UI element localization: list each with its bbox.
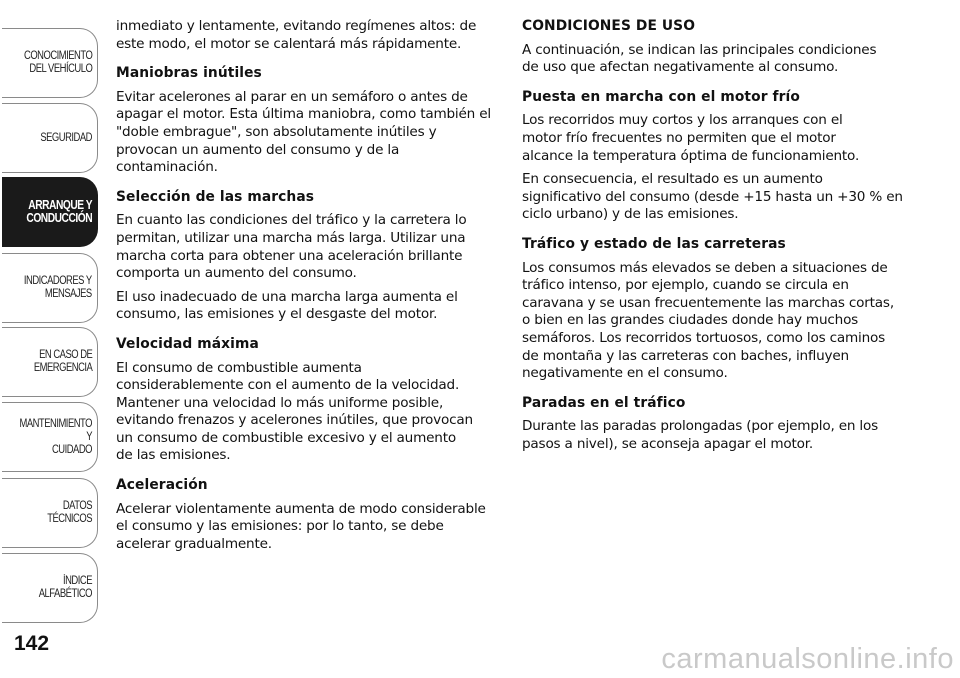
tab-seguridad[interactable] xyxy=(2,103,98,173)
tab-indicadores-y-mensajes[interactable] xyxy=(2,253,98,323)
tab-label: MANTENIMIENTO Y CUIDADO xyxy=(19,417,93,456)
tab-label: SEGURIDAD xyxy=(40,131,92,144)
section-paragraph: Acelerar violentamente aumenta de modo considerable el consumo y las emisiones: por lo tanto, se debe acelerar gradualmente. xyxy=(116,500,486,552)
tab-label: EN CASO DE EMERGENCIA xyxy=(33,349,92,374)
watermark: carmanualsonline.info xyxy=(661,643,954,675)
tab-mantenimiento-y-cuidado[interactable] xyxy=(2,402,98,472)
section-paragraph: El uso inadecuado de una marcha larga aumenta el consumo, las emisiones y el desgaste del motor. xyxy=(116,288,458,323)
tab-label: CONOCIMIENTO DEL VEHÍCULO xyxy=(23,50,92,75)
tab-label: ÍNDICE ALFABÉTICO xyxy=(38,575,92,600)
section-paragraph: En consecuencia, el resultado es un aumento significativo del consumo (desde +15 hasta un +30 % en ciclo urbano) y de las emisiones. xyxy=(522,171,903,223)
section-heading: Velocidad máxima xyxy=(116,335,259,352)
intro-paragraph: inmediato y lentamente, evitando regímenes altos: de este modo, el motor se calentará más rápidamente. xyxy=(116,18,477,52)
tab-conocimiento-del-vehiculo[interactable] xyxy=(2,28,98,98)
tab-label: INDICADORES Y MENSAJES xyxy=(24,275,92,300)
section-paragraph: Los consumos más elevados se deben a situaciones de tráfico intenso, por ejemplo, cuando se circula en caravana y se usan frecuentemente las marchas cortas, o bien en las grandes ciudades donde hay muchos semáforos. Los recorridos tortuosos, como los caminos de montaña y las carreteras con baches, influyen negativamente en el consumo. xyxy=(522,259,894,382)
section-heading: Puesta en marcha con el motor frío xyxy=(522,88,800,105)
page-title: CONDICIONES DE USO xyxy=(522,18,696,34)
section-heading: Tráfico y estado de las carreteras xyxy=(522,235,786,252)
right-column xyxy=(522,18,914,459)
section-paragraph: Durante las paradas prolongadas (por ejemplo, en los pasos a nivel), se aconseja apagar el motor. xyxy=(522,418,878,452)
section-heading: Selección de las marchas xyxy=(116,188,315,205)
section-paragraph: Evitar acelerones al parar en un semáforo o antes de apagar el motor. Esta última maniobra, como también el "doble embrague", son absolutamente inútiles y provocan un aumento del consumo y de la contaminación. xyxy=(116,88,491,176)
section-heading: Maniobras inútiles xyxy=(116,65,262,82)
tab-indice-alfabetico[interactable] xyxy=(2,553,98,623)
tab-datos-tecnicos[interactable] xyxy=(2,478,98,548)
left-column xyxy=(116,18,508,559)
page-number: 142 xyxy=(14,632,50,655)
tab-label: DATOS TÉCNICOS xyxy=(47,500,92,525)
section-paragraph: Los recorridos muy cortos y los arranques con el motor frío frecuentes no permiten que el motor alcance la temperatura óptima de funcionamiento. xyxy=(522,112,860,164)
sidebar-nav xyxy=(0,0,100,630)
tab-arranque-y-conduccion[interactable] xyxy=(2,177,98,247)
section-paragraph: El consumo de combustible aumenta considerablemente con el aumento de la velocidad. Mantener una velocidad lo más uniforme posible, evitando frenazos y acelerones inútiles, que provocan un consumo de combustible excesivo y el aumento de las emisiones. xyxy=(116,359,473,464)
section-heading: Aceleración xyxy=(116,477,208,494)
section-heading: Paradas en el tráfico xyxy=(522,394,686,411)
section-paragraph: En cuanto las condiciones del tráfico y la carretera lo permitan, utilizar una marcha más larga. Utilizar una marcha corta para obtener una aceleración brillante comporta un aumento del consumo. xyxy=(116,212,467,282)
tab-label: ARRANQUE Y CONDUCCIÓN xyxy=(26,198,92,225)
tab-en-caso-de-emergencia[interactable] xyxy=(2,327,98,397)
intro-paragraph: A continuación, se indican las principales condiciones de uso que afectan negativamente al consumo. xyxy=(522,41,877,76)
